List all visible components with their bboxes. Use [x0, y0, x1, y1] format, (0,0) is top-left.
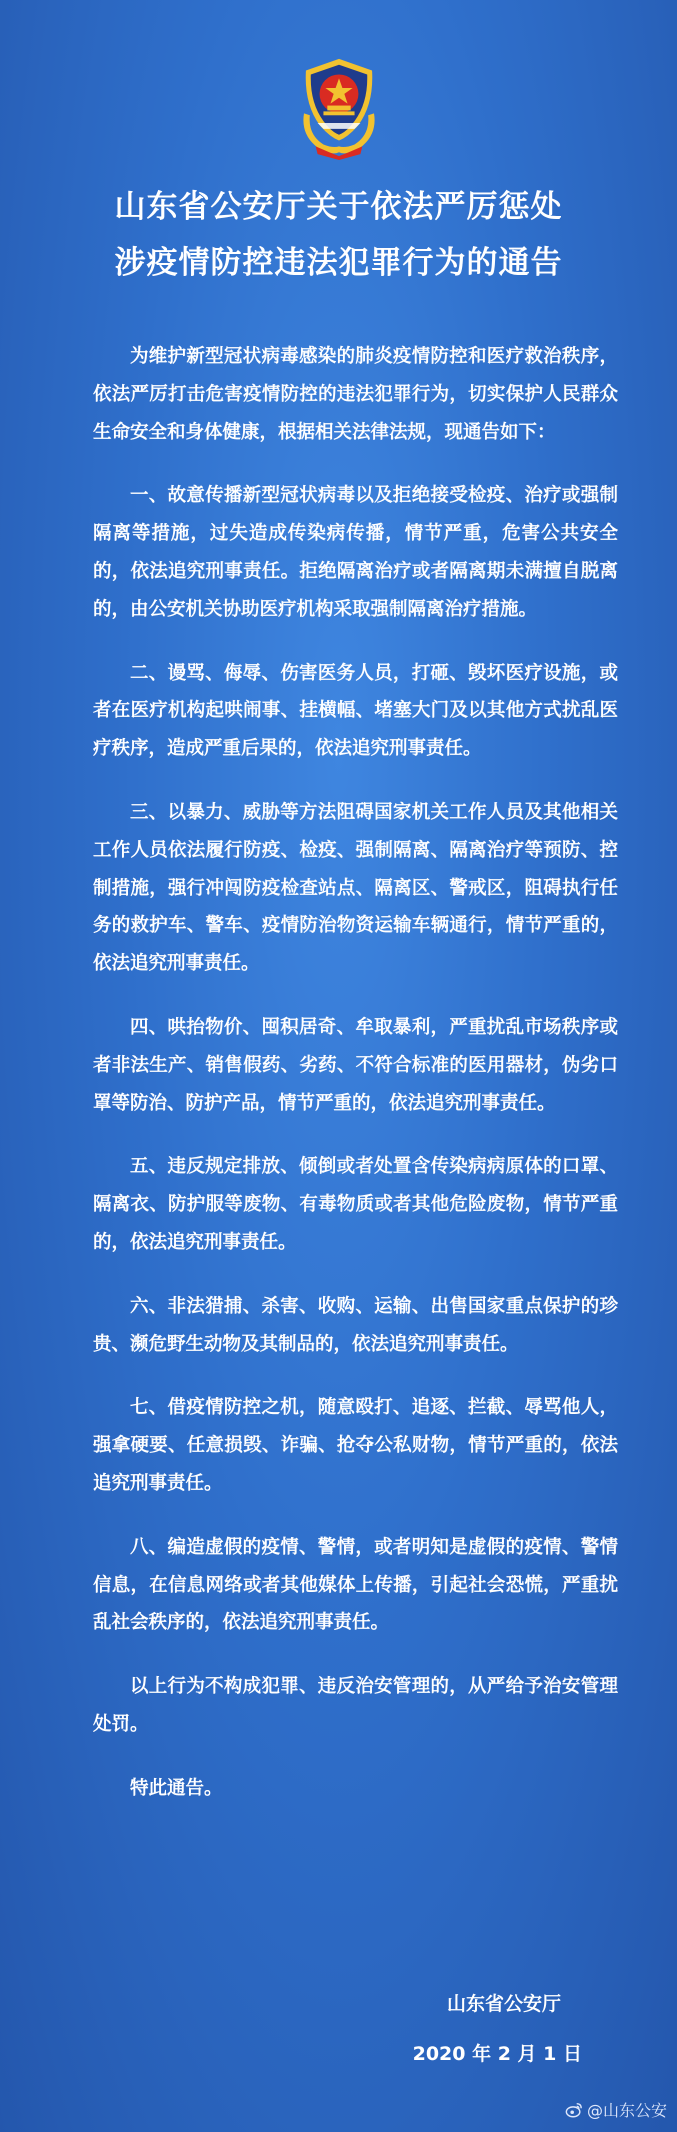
watermark-text: @山东公安	[586, 2101, 667, 2120]
notice-body	[93, 338, 618, 1834]
paragraph-closing: 以上行为不构成犯罪、违反治安管理的，从严给予治安管理处罚。	[93, 1676, 618, 1735]
paragraph-item-4: 四、哄抬物价、囤积居奇、牟取暴利，严重扰乱市场秩序或者非法生产、销售假药、劣药、不符合标准的医用器材，伪劣口罩等防治、防护产品，情节严重的，依法追究刑事责任。	[93, 1016, 618, 1114]
paragraph-notice: 特此通告。	[130, 1777, 223, 1799]
paragraph-intro: 为维护新型冠状病毒感染的肺炎疫情防控和医疗救治秩序，依法严厉打击危害疫情防控的违法犯罪行为，切实保护人民群众生命安全和身体健康，根据相关法律法规，现通告如下：	[93, 346, 618, 443]
signature-date: 2020 年 2 月 1 日	[412, 2043, 582, 2065]
paragraph-item-1: 一、故意传播新型冠状病毒以及拒绝接受检疫、治疗或强制隔离等措施，过失造成传染病传播，情节严重，危害公共安全的，依法追究刑事责任。拒绝隔离治疗或者隔离期未满擅自脱离的，由公安机关协助医疗机构采取强制隔离治疗措施。	[93, 485, 618, 620]
weibo-watermark	[565, 2098, 667, 2121]
paragraph-item-8: 八、编造虚假的疫情、警情，或者明知是虚假的疫情、警情信息，在信息网络或者其他媒体上传播，引起社会恐慌，严重扰乱社会秩序的，依法追究刑事责任。	[93, 1536, 618, 1634]
weibo-icon	[565, 2101, 583, 2119]
paragraph-item-5: 五、违反规定排放、倾倒或者处置含传染病病原体的口罩、隔离衣、防护服等废物、有毒物质或者其他危险废物，情节严重的，依法追究刑事责任。	[93, 1156, 618, 1253]
paragraph-item-2: 二、谩骂、侮辱、伤害医务人员，打砸、毁坏医疗设施，或者在医疗机构起哄闹事、挂横幅、堵塞大门及以其他方式扰乱医疗秩序，造成严重后果的，依法追究刑事责任。	[93, 662, 618, 760]
paragraph-item-6: 六、非法猎捕、杀害、收购、运输、出售国家重点保护的珍贵、濒危野生动物及其制品的，依法追究刑事责任。	[93, 1295, 618, 1355]
notice-title-line2: 涉疫情防控违法犯罪行为的通告	[114, 245, 563, 281]
paragraph-item-3: 三、以暴力、威胁等方法阻碍国家机关工作人员及其他相关工作人员依法履行防疫、检疫、强制隔离、隔离治疗等预防、控制措施，强行冲闯防疫检查站点、隔离区、警戒区，阻碍执行任务的救护车、警车、疫情防治物资运输车辆通行，情节严重的，依法追究刑事责任。	[93, 801, 618, 975]
signature-org: 山东省公安厅	[446, 1993, 561, 2015]
notice-title-line1: 山东省公安厅关于依法严厉惩处	[114, 189, 563, 225]
police-emblem-icon	[290, 55, 388, 160]
paragraph-item-7: 七、借疫情防控之机，随意殴打、追逐、拦截、辱骂他人，强拿硬要、任意损毁、诈骗、抢夺公私财物，情节严重的，依法追究刑事责任。	[93, 1397, 618, 1494]
